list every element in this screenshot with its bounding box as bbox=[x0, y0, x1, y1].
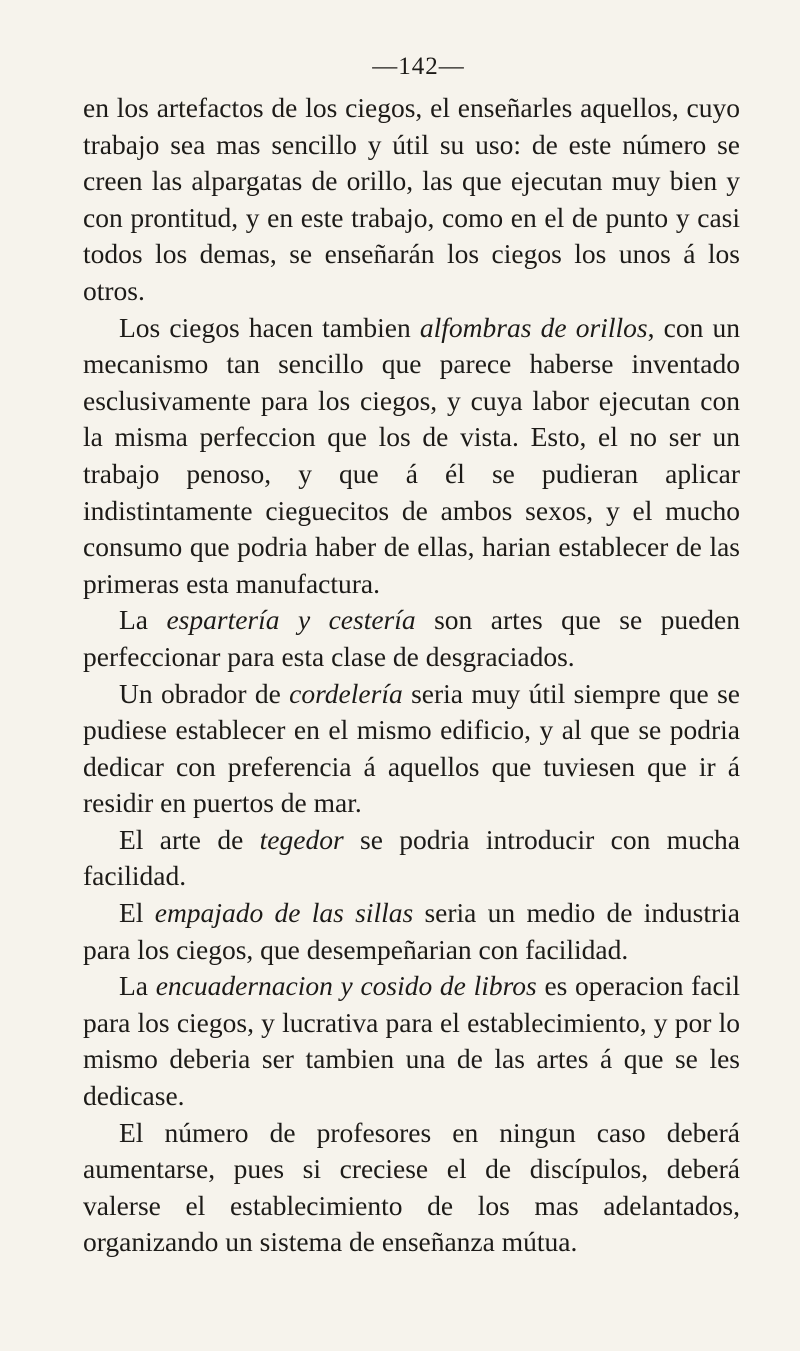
paragraph bbox=[83, 676, 740, 822]
paragraph bbox=[83, 90, 740, 310]
paragraph bbox=[83, 602, 740, 675]
text-run: seria muy útil siempre que se pudiese establecer en el mismo edificio, y al que se podria dedicar con preferencia á aquellos que tuviesen que ir á residir en puertos de mar. bbox=[83, 677, 741, 819]
text-run: Un obrador de bbox=[119, 677, 290, 709]
text-run: es operacion facil para los ciegos, y lucrativa para el establecimiento, y por lo mismo deberia ser tambien una de las artes á que se les dedicase. bbox=[83, 970, 740, 1112]
text-run-italic bbox=[155, 897, 413, 928]
italic-term: alfombras de orillos bbox=[419, 311, 648, 343]
italic-term: tegedor bbox=[259, 823, 344, 855]
text-run: se podria introducir con mucha facilidad. bbox=[83, 823, 740, 892]
paragraph bbox=[83, 968, 740, 1114]
text-run: La bbox=[119, 604, 167, 636]
text-run-italic bbox=[260, 824, 344, 855]
page-number: —142— bbox=[372, 53, 465, 80]
text-run: seria un medio de industria para los ciegos, que desempeñarian con facilidad. bbox=[83, 897, 740, 965]
paragraph bbox=[83, 895, 740, 968]
text-run-italic bbox=[166, 604, 415, 635]
text-run: en los artefactos de los ciegos, el enseñarles aquellos, cuyo trabajo sea mas sencillo y útil su uso: de este número se creen las alpargatas de orillo, las que ejecutan muy bien y con prontitud, y en este trabajo, como en el de punto y casi todos los demas, se enseñarán los ciegos los unos á los otros. bbox=[83, 92, 740, 306]
text-run-italic bbox=[420, 312, 648, 343]
text-run: El bbox=[119, 897, 155, 929]
text-run: El arte de bbox=[119, 823, 260, 855]
italic-term: espartería y cestería bbox=[166, 604, 416, 636]
paragraph bbox=[83, 1115, 740, 1261]
body-text bbox=[83, 90, 740, 1261]
text-run: Los ciegos hacen tambien bbox=[119, 311, 420, 343]
text-run: El número de profesores en ningun caso deberá aumentarse, pues si creciese el de discípulos, deberá valerse el establecimiento de los mas adelantados, organizando un sistema de enseñanza mútua. bbox=[83, 1116, 740, 1258]
text-run-italic bbox=[156, 970, 537, 1001]
text-run-italic bbox=[289, 678, 403, 709]
paragraph bbox=[83, 310, 740, 603]
text-run: La bbox=[119, 970, 156, 1002]
text-run: son artes que se pueden perfeccionar para esta clase de desgraciados. bbox=[83, 604, 741, 672]
text-run: , con un mecanismo tan sencillo que parece haberse inventado esclusivamente para los ciegos, y cuya labor ejecutan con la misma perfeccion que los de vista. Esto, el no ser un trabajo penoso, y que á él se pudieran aplicar indistintamente cieguecitos de ambos sexos, y el mucho consumo que podria haber de ellas, harian establecer de las primeras esta manufactura. bbox=[83, 311, 740, 599]
italic-term: empajado de las sillas bbox=[154, 897, 414, 929]
italic-term: encuadernacion y cosido de libros bbox=[155, 970, 537, 1002]
italic-term: cordelería bbox=[289, 677, 403, 709]
paragraph bbox=[83, 822, 740, 895]
